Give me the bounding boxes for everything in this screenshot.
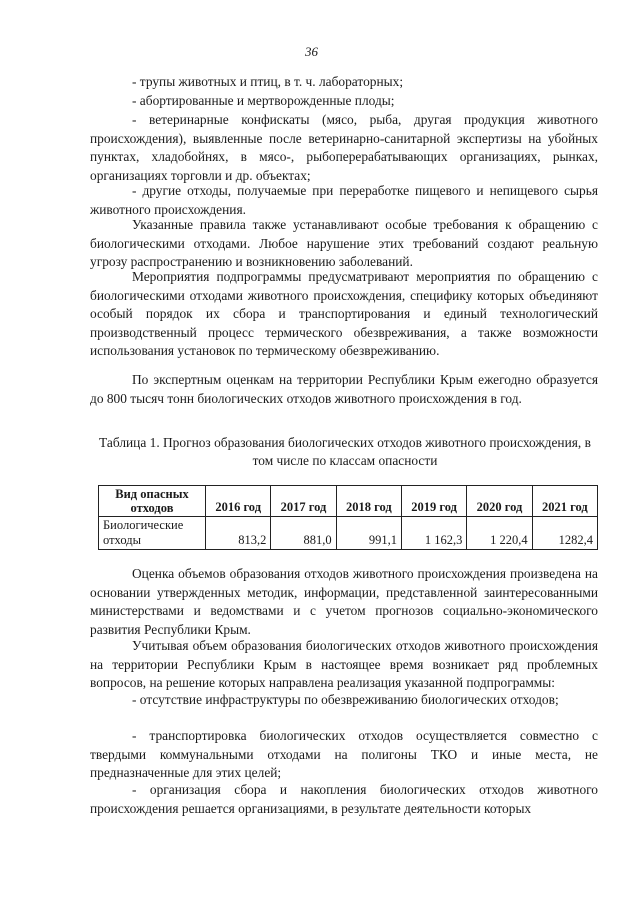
table-row — [99, 517, 598, 550]
table-cell: Биологические отходы — [99, 517, 206, 550]
column-header: 2018 год — [336, 486, 401, 517]
table-cell: 1282,4 — [532, 517, 597, 550]
paragraph: Учитывая объем образования биологических отходов животного происхождения на территории Республики Крым в настоящее время возникает ряд проблемных вопросов, на решение которых направлена реализация указанной подпрограммы: — [90, 638, 598, 690]
paragraph: Оценка объемов образования отходов животного происхождения произведена на основании утвержденных методик, информации, представленной заинтересованными министерствами и ведомствами и с учетом прогнозов социально-экономического развития Республики Крым. — [90, 566, 598, 637]
paragraph: - ветеринарные конфискаты (мясо, рыба, другая продукция животного происхождения), выявленные после ветеринарно-санитарной экспертизы на убойных пунктах, хладобойнях, в мясо-, рыбоперерабатывающих организациях, рынках, организациях торговли и др. объектах; — [90, 112, 598, 183]
forecast-table — [98, 485, 598, 550]
column-header: 2021 год — [532, 486, 597, 517]
column-header: Вид опасных отходов — [99, 486, 206, 517]
column-header: 2020 год — [467, 486, 532, 517]
page-number: 36 — [305, 44, 318, 59]
table-cell: 813,2 — [206, 517, 271, 550]
table-header-row — [99, 486, 598, 517]
paragraph: - транспортировка биологических отходов осуществляется совместно с твердыми коммунальными отходами на полигоны ТКО и иные места, не предназначенные для этих целей; — [90, 728, 598, 780]
paragraph: - отсутствие инфраструктуры по обезвреживанию биологических отходов; — [132, 692, 559, 707]
table-cell: 1 162,3 — [401, 517, 466, 550]
column-header: 2016 год — [206, 486, 271, 517]
paragraph: - трупы животных и птиц, в т. ч. лабораторных; — [132, 74, 404, 89]
table-caption: Таблица 1. Прогноз образования биологических отходов животного происхождения, в том числе по классам опасности — [99, 435, 591, 468]
paragraph: Мероприятия подпрограммы предусматривают мероприятия по обращению с биологическими отходами животного происхождения, специфику которых объединяют особый порядок их сбора и транспортирования и единый технологический производственный процесс термического обезвреживания, а также возможности использования установок по термическому обезвреживанию. — [90, 269, 598, 358]
paragraph: - другие отходы, получаемые при переработке пищевого и непищевого сырья животного происхождения. — [90, 183, 598, 217]
paragraph: По экспертным оценкам на территории Республики Крым ежегодно образуется до 800 тысяч тонн биологических отходов животного происхождения в год. — [90, 372, 598, 406]
paragraph: - организация сбора и накопления биологических отходов животного происхождения решается организациями, в результате деятельности которых — [90, 782, 598, 816]
column-header: 2017 год — [271, 486, 336, 517]
column-header: 2019 год — [401, 486, 466, 517]
table-cell: 1 220,4 — [467, 517, 532, 550]
table-cell: 991,1 — [336, 517, 401, 550]
paragraph: - абортированные и мертворожденные плоды; — [132, 93, 395, 108]
paragraph: Указанные правила также устанавливают особые требования к обращению с биологическими отходами. Любое нарушение этих требований создают реальную угрозу распространению и возникновению заболеваний. — [90, 217, 598, 269]
table-cell: 881,0 — [271, 517, 336, 550]
